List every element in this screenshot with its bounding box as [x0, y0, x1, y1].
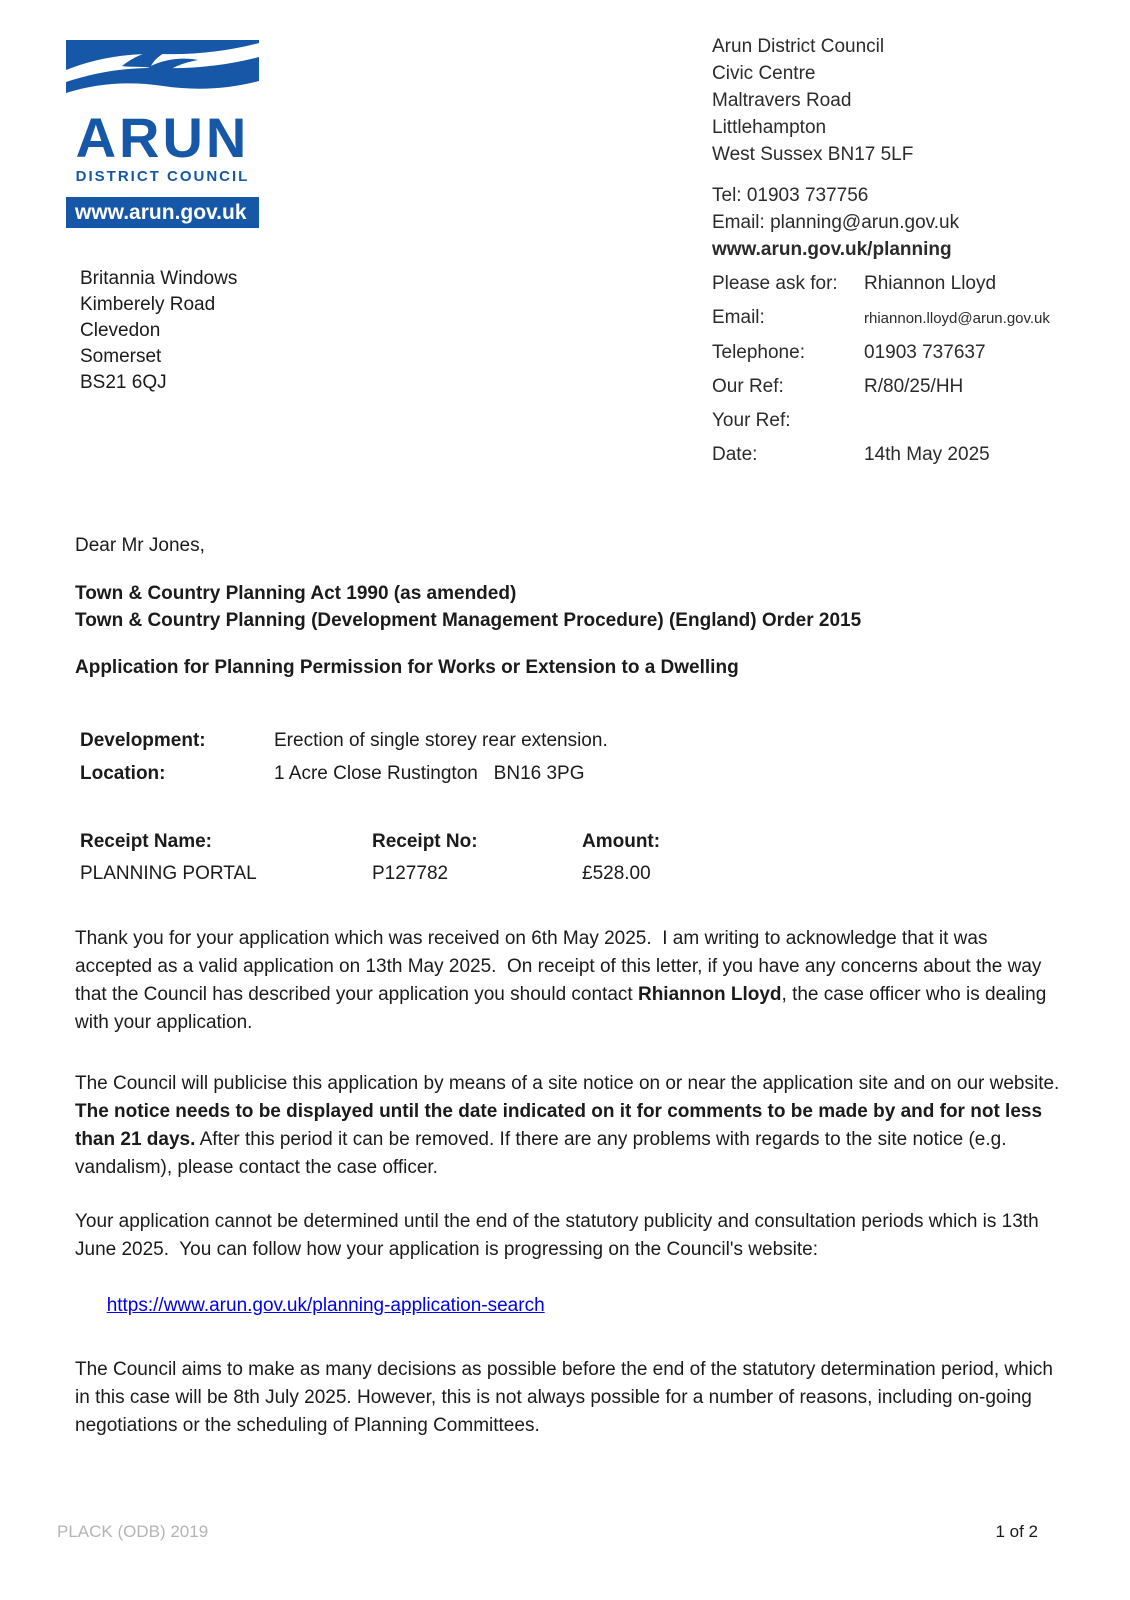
council-address-block	[712, 33, 1082, 468]
paragraph-acknowledgement-text: Thank you for your application which was received on 6th May 2025. I am writing to acknowledge that it was accepted as a valid application on 13th May 2025. On receipt of this letter, if you have any concerns about the way that the Council has described your application you should contact	[75, 928, 1047, 1005]
development-value: Erection of single storey rear extension.	[274, 730, 608, 751]
legislation-heading	[75, 580, 1067, 634]
development-label: Development:	[80, 730, 206, 751]
form-reference: PLACK (ODB) 2019	[57, 1522, 209, 1541]
telephone-label: Telephone:	[712, 342, 805, 363]
date-row	[712, 441, 1082, 468]
your-ref-label: Your Ref:	[712, 410, 791, 431]
application-details	[75, 727, 1067, 788]
ask-for-label: Please ask for:	[712, 273, 838, 294]
page-number: 1 of 2	[995, 1522, 1038, 1541]
telephone-value: 01903 737637	[864, 342, 986, 363]
logo-wordmark: ARUN	[75, 106, 250, 169]
our-ref-value: R/80/25/HH	[864, 376, 964, 397]
recipient-line: Somerset	[80, 346, 162, 367]
recipient-address	[80, 266, 237, 396]
logo-website-banner: www.arun.gov.uk	[66, 197, 259, 228]
recipient-line: BS21 6QJ	[80, 372, 167, 393]
paragraph-consultation-text: Your application cannot be determined until the end of the statutory publicity and consultation periods which is 13th June 2025. You can follow how your application is progressing on the Council's website:	[75, 1211, 1044, 1260]
paragraph-site-notice	[75, 1070, 1067, 1182]
logo-subtitle: DISTRICT COUNCIL	[75, 168, 250, 185]
receipt-table	[75, 828, 1067, 888]
council-tel: Tel: 01903 737756	[712, 185, 869, 206]
salutation: Dear Mr Jones,	[75, 535, 205, 556]
contact-details	[712, 270, 1082, 468]
council-address-line: Civic Centre	[712, 63, 816, 84]
recipient-line: Britannia Windows	[80, 268, 238, 289]
our-ref-row	[712, 373, 1082, 400]
location-label: Location:	[80, 763, 166, 784]
council-address-line: Arun District Council	[712, 36, 885, 57]
recipient-line: Clevedon	[80, 320, 161, 341]
receipt-no-value: P127782	[372, 863, 449, 884]
date-label: Date:	[712, 444, 758, 465]
officer-email-row	[712, 304, 1082, 332]
ask-for-row	[712, 270, 1082, 297]
council-address-line: West Sussex BN17 5LF	[712, 144, 914, 165]
receipt-no-header: Receipt No:	[372, 831, 478, 852]
application-subject: Application for Planning Permission for Works or Extension to a Dwelling	[75, 657, 739, 678]
paragraph-site-notice-end: After this period it can be removed. If there are any problems with regards to the site notice (e.g. vandalism), please contact the case officer.	[75, 1129, 1012, 1178]
council-address-line: Littlehampton	[712, 117, 827, 138]
paragraph-determination: The Council aims to make as many decisions as possible before the end of the statutory determination period, which in this case will be 8th July 2025. However, this is not always possible for a number of reasons, including on-going negotiations or the scheduling of Planning Committees.	[75, 1359, 1059, 1436]
seagull-wave-icon	[66, 40, 259, 106]
paragraph-site-notice-text: The Council will publicise this application by means of a site notice on or near the application site and on our website.	[75, 1073, 1065, 1094]
letter-body	[75, 532, 1067, 1440]
case-officer-name: Rhiannon Lloyd	[637, 984, 782, 1005]
officer-email-label: Email:	[712, 307, 765, 328]
telephone-row	[712, 339, 1082, 366]
legislation-line-2: Town & Country Planning (Development Management Procedure) (England) Order 2015	[75, 610, 862, 631]
location-value: 1 Acre Close Rustington BN16 3PG	[274, 763, 585, 784]
site-notice-requirement: The notice needs to be displayed until the date indicated on it for comments to be made by and for not less than 21 days.	[75, 1101, 1048, 1150]
paragraph-consultation	[75, 1208, 1067, 1320]
paragraph-acknowledgement	[75, 925, 1067, 1037]
ask-for-value: Rhiannon Lloyd	[864, 273, 997, 294]
our-ref-label: Our Ref:	[712, 376, 784, 397]
paragraph-acknowledgement-end: , the case officer who is dealing with your application.	[75, 984, 1052, 1033]
receipt-amount-header: Amount:	[582, 831, 661, 852]
receipt-name-value: PLANNING PORTAL	[80, 863, 257, 884]
arun-logo	[66, 40, 259, 228]
receipt-amount-value: £528.00	[582, 863, 651, 884]
legislation-line-1: Town & Country Planning Act 1990 (as amended)	[75, 583, 517, 604]
council-website: www.arun.gov.uk/planning	[712, 239, 952, 260]
council-email: Email: planning@arun.gov.uk	[712, 212, 960, 233]
your-ref-row	[712, 407, 1082, 434]
recipient-line: Kimberely Road	[80, 294, 216, 315]
officer-email-value: rhiannon.lloyd@arun.gov.uk	[864, 310, 1050, 327]
date-value: 14th May 2025	[864, 444, 990, 465]
council-address-line: Maltravers Road	[712, 90, 852, 111]
receipt-name-header: Receipt Name:	[80, 831, 212, 852]
planning-application-search-link[interactable]: https://www.arun.gov.uk/planning-application-search	[106, 1295, 545, 1316]
